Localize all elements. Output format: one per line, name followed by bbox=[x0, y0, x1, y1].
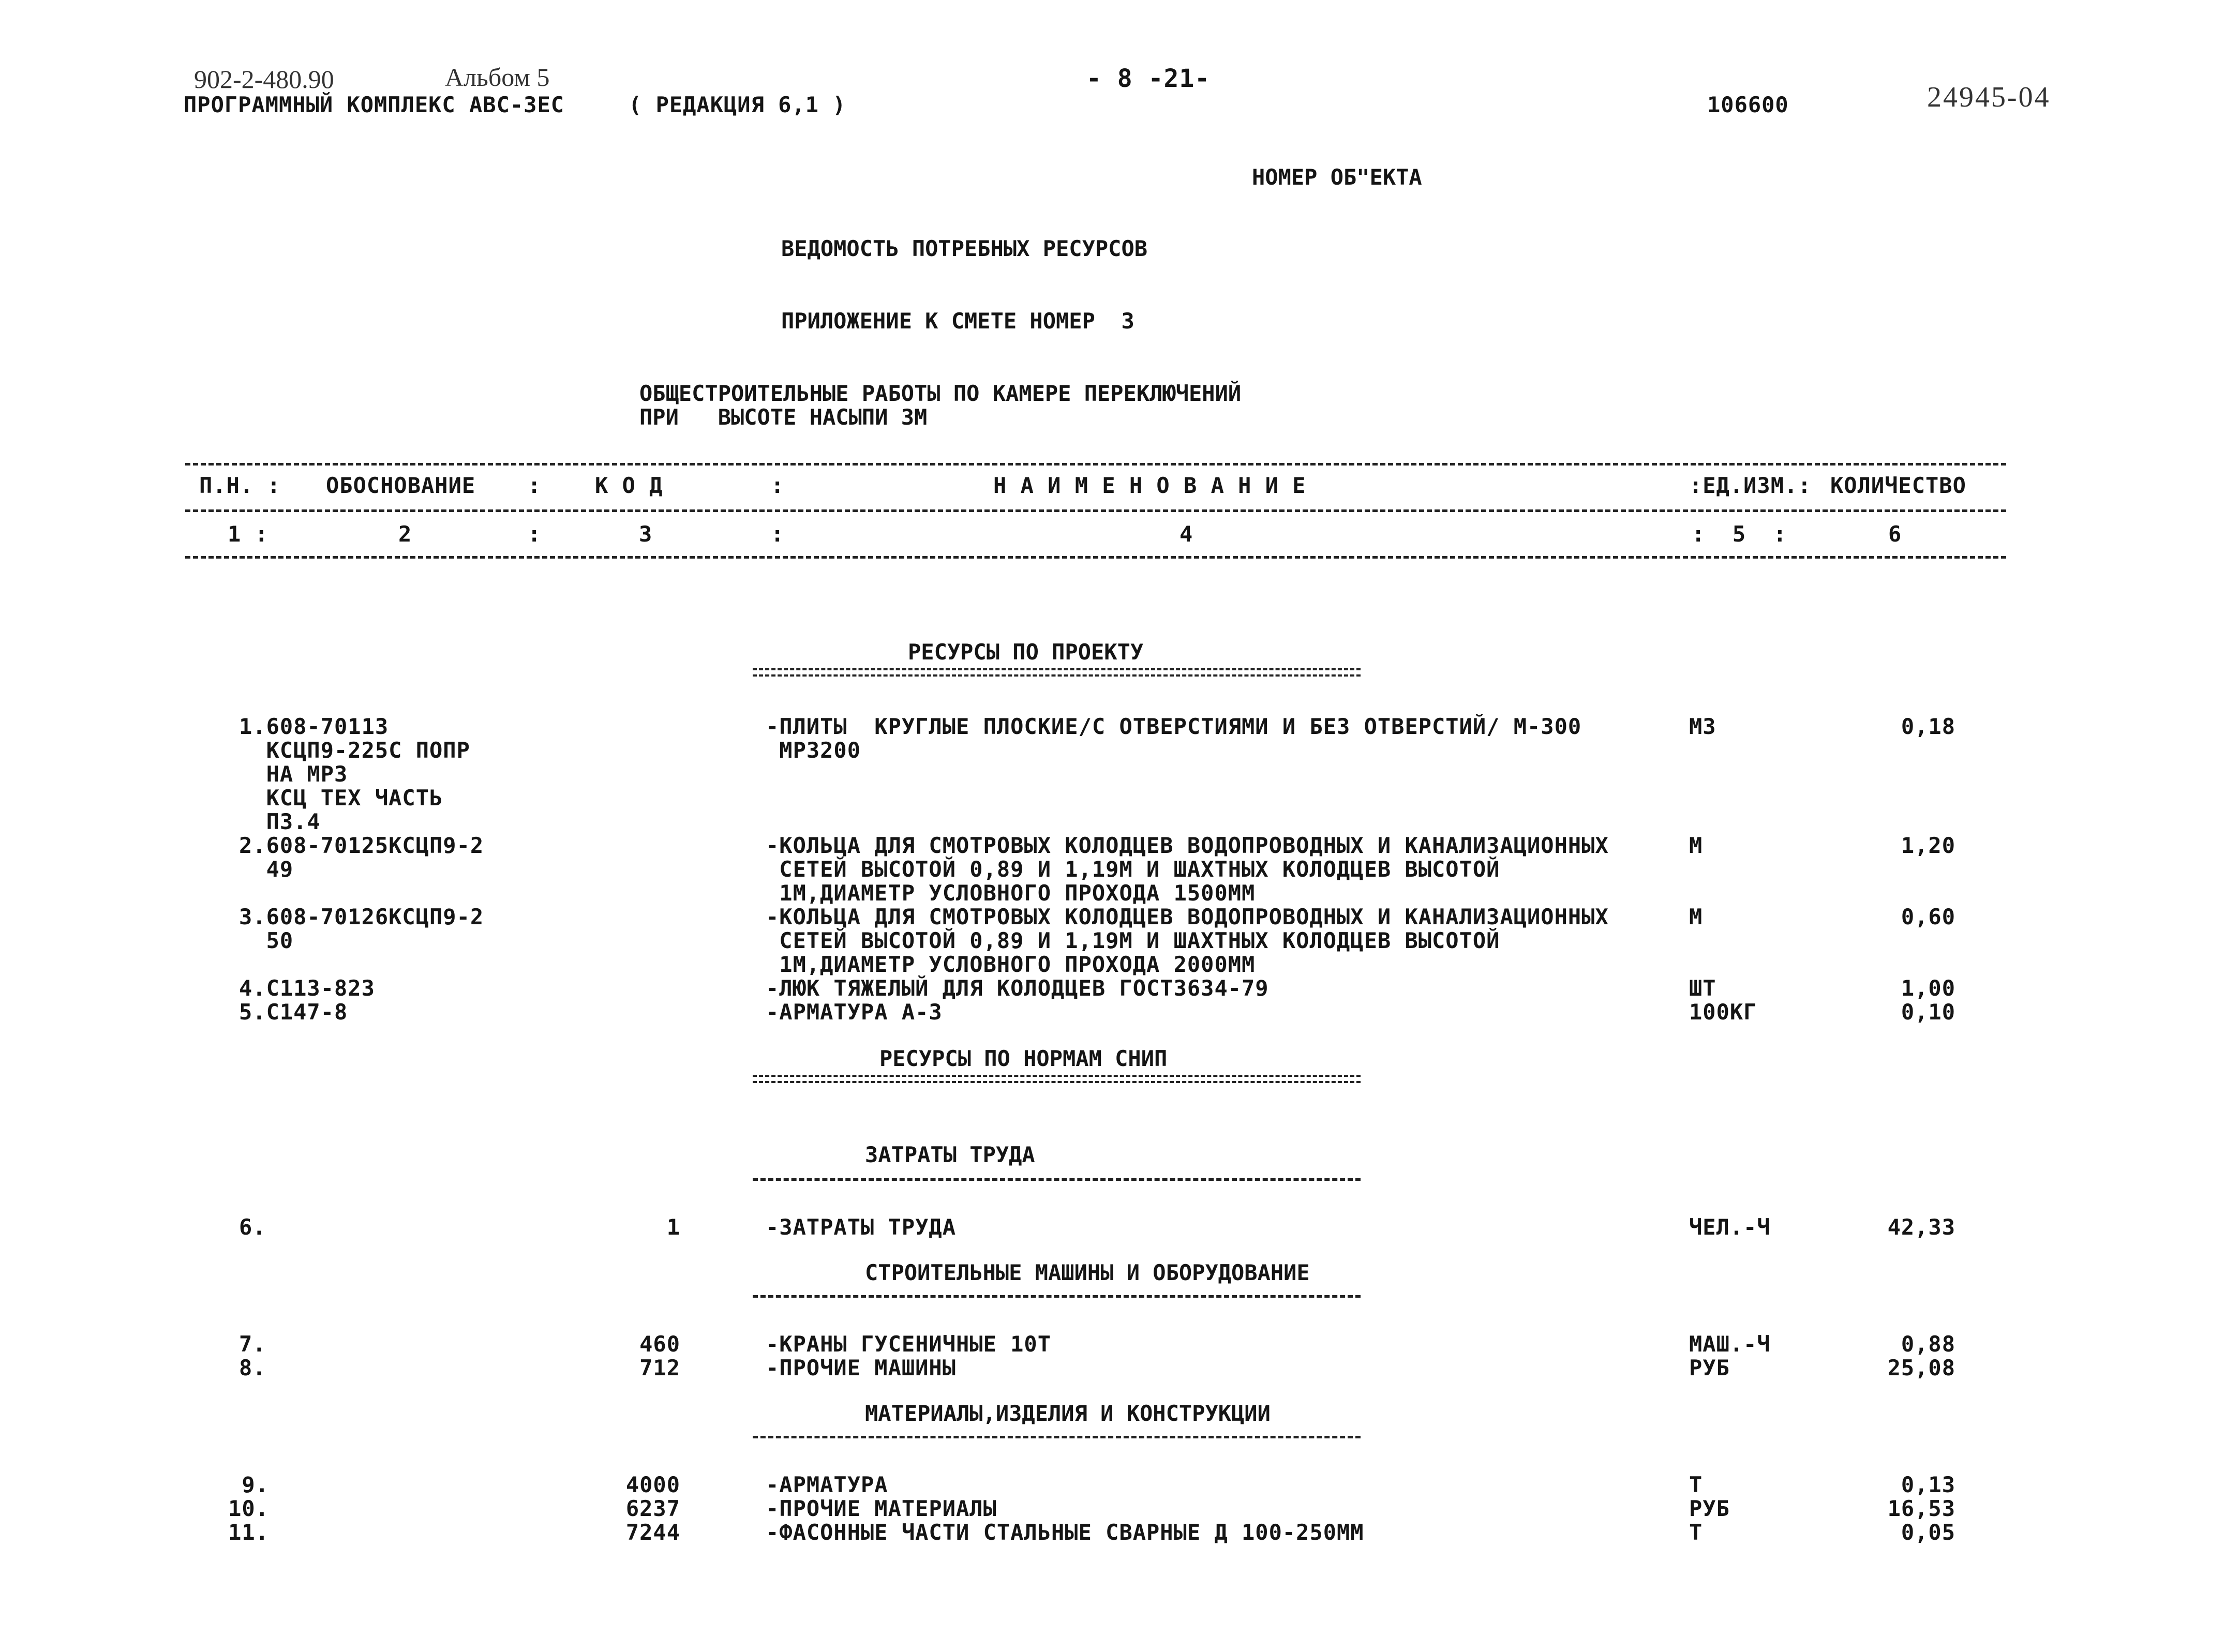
row5-basis: 5.С147-8 bbox=[239, 999, 348, 1025]
row8-unit: РУБ bbox=[1689, 1355, 1730, 1380]
col-pn-header: П.Н. : bbox=[199, 473, 281, 498]
code-106600: 106600 bbox=[1707, 92, 1789, 117]
appendix-label: ПРИЛОЖЕНИЕ К СМЕТЕ НОМЕР 3 bbox=[781, 308, 1134, 334]
col-sep1: : bbox=[528, 473, 542, 498]
col-basis-header: ОБОСНОВАНИЕ bbox=[326, 473, 476, 498]
col-num-sep3: : bbox=[771, 521, 785, 547]
section-project: РЕСУРСЫ ПО ПРОЕКТУ bbox=[908, 639, 1144, 665]
row9-qty: 0,13 bbox=[1901, 1472, 1955, 1497]
row3-basis-1: 3.608-70126КСЦП9-2 bbox=[239, 904, 484, 929]
album-label: Альбом 5 bbox=[445, 63, 550, 92]
section-materials-underline bbox=[753, 1436, 1361, 1438]
row1-basis-1: 1.608-70113 bbox=[239, 714, 389, 739]
col-num-3: 3 bbox=[639, 521, 653, 547]
row10-pn: 10. bbox=[228, 1496, 269, 1521]
row2-basis-1: 2.608-70125КСЦП9-2 bbox=[239, 833, 484, 858]
row10-name: -ПРОЧИЕ МАТЕРИАЛЫ bbox=[766, 1496, 997, 1521]
section-labor: ЗАТРАТЫ ТРУДА bbox=[865, 1142, 1035, 1167]
row7-qty: 0,88 bbox=[1901, 1331, 1955, 1357]
row6-code: 1 bbox=[666, 1214, 680, 1240]
row4-unit: ШТ bbox=[1689, 975, 1716, 1001]
row5-unit: 100КГ bbox=[1689, 999, 1757, 1025]
page-title: ВЕДОМОСТЬ ПОТРЕБНЫХ РЕСУРСОВ bbox=[781, 236, 1148, 261]
section-labor-underline bbox=[753, 1178, 1361, 1181]
row11-unit: Т bbox=[1689, 1520, 1703, 1545]
row6-unit: ЧЕЛ.-Ч bbox=[1689, 1214, 1771, 1240]
page-mark: - 8 -21- bbox=[1086, 64, 1211, 93]
doc-code: 902-2-480.90 bbox=[194, 65, 334, 94]
row8-code: 712 bbox=[639, 1355, 680, 1380]
row7-pn: 7. bbox=[239, 1331, 266, 1357]
object-number-label: НОМЕР ОБ"ЕКТА bbox=[1252, 164, 1422, 190]
row2-name-2: СЕТЕЙ ВЫСОТОЙ 0,89 И 1,19М И ШАХТНЫХ КОЛОДЦЕВ ВЫСОТОЙ bbox=[766, 857, 1500, 882]
row1-qty: 0,18 bbox=[1901, 714, 1955, 739]
row4-basis: 4.С113-823 bbox=[239, 975, 375, 1001]
row1-basis-4: КСЦ ТЕХ ЧАСТЬ bbox=[239, 785, 443, 810]
section-project-underline bbox=[753, 668, 1361, 677]
row10-code: 6237 bbox=[625, 1496, 680, 1521]
section-machines: СТРОИТЕЛЬНЫЕ МАШИНЫ И ОБОРУДОВАНИЕ bbox=[865, 1260, 1310, 1285]
row8-qty: 25,08 bbox=[1887, 1355, 1955, 1380]
col-code-header: К О Д bbox=[595, 473, 663, 498]
row3-qty: 0,60 bbox=[1901, 904, 1955, 929]
row11-pn: 11. bbox=[228, 1520, 269, 1545]
row4-qty: 1,00 bbox=[1901, 975, 1955, 1001]
col-qty-header: КОЛИЧЕСТВО bbox=[1830, 473, 1966, 498]
row7-name: -КРАНЫ ГУСЕНИЧНЫЕ 10Т bbox=[766, 1331, 1052, 1357]
edition-label: ( РЕДАКЦИЯ 6,1 ) bbox=[629, 92, 846, 117]
col-sep2: : bbox=[771, 473, 785, 498]
section-snip-underline bbox=[753, 1075, 1361, 1083]
row7-unit: МАШ.-Ч bbox=[1689, 1331, 1771, 1357]
row9-unit: Т bbox=[1689, 1472, 1703, 1497]
row5-name: -АРМАТУРА А-3 bbox=[766, 999, 943, 1025]
header-rule-top bbox=[185, 463, 2006, 465]
row3-basis-2: 50 bbox=[239, 928, 294, 953]
row10-unit: РУБ bbox=[1689, 1496, 1730, 1521]
row6-name: -ЗАТРАТЫ ТРУДА bbox=[766, 1214, 957, 1240]
col-num-sep2: : bbox=[528, 521, 542, 547]
col-name-header: Н А И М Е Н О В А Н И Е bbox=[993, 473, 1306, 498]
work-title-line1: ОБЩЕСТРОИТЕЛЬНЫЕ РАБОТЫ ПО КАМЕРЕ ПЕРЕКЛЮЧЕНИЙ bbox=[639, 381, 1242, 406]
row8-name: -ПРОЧИЕ МАШИНЫ bbox=[766, 1355, 957, 1380]
col-num-6: 6 bbox=[1888, 521, 1902, 547]
work-title-line2: ПРИ ВЫСОТЕ НАСЫПИ 3М bbox=[639, 404, 928, 430]
row10-qty: 16,53 bbox=[1887, 1496, 1955, 1521]
row2-qty: 1,20 bbox=[1901, 833, 1955, 858]
handwritten-number: 24945-04 bbox=[1927, 81, 2051, 113]
row11-code: 7244 bbox=[625, 1520, 680, 1545]
row5-qty: 0,10 bbox=[1901, 999, 1955, 1025]
section-snip: РЕСУРСЫ ПО НОРМАМ СНИП bbox=[879, 1046, 1168, 1071]
row11-qty: 0,05 bbox=[1901, 1520, 1955, 1545]
header-rule-bottom bbox=[185, 556, 2006, 559]
row3-name-1: -КОЛЬЦА ДЛЯ СМОТРОВЫХ КОЛОДЦЕВ ВОДОПРОВОДНЫХ И КАНАЛИЗАЦИОННЫХ bbox=[766, 904, 1609, 929]
row11-name: -ФАСОННЫЕ ЧАСТИ СТАЛЬНЫЕ СВАРНЫЕ Д 100-250ММ bbox=[766, 1520, 1364, 1545]
row1-basis-3: НА МР3 bbox=[239, 761, 348, 787]
row3-name-3: 1М,ДИАМЕТР УСЛОВНОГО ПРОХОДА 2000ММ bbox=[766, 952, 1256, 977]
row1-basis-5: П3.4 bbox=[239, 809, 321, 834]
row2-name-3: 1М,ДИАМЕТР УСЛОВНОГО ПРОХОДА 1500ММ bbox=[766, 880, 1256, 906]
row9-code: 4000 bbox=[625, 1472, 680, 1497]
header-rule-mid bbox=[185, 509, 2006, 512]
col-unit-header: :ЕД.ИЗМ.: bbox=[1689, 473, 1812, 498]
row1-name-1: -ПЛИТЫ КРУГЛЫЕ ПЛОСКИЕ/С ОТВЕРСТИЯМИ И БЕЗ ОТВЕРСТИЙ/ М-300 bbox=[766, 714, 1582, 739]
row9-pn: 9. bbox=[242, 1472, 269, 1497]
row2-name-1: -КОЛЬЦА ДЛЯ СМОТРОВЫХ КОЛОДЦЕВ ВОДОПРОВОДНЫХ И КАНАЛИЗАЦИОННЫХ bbox=[766, 833, 1609, 858]
row1-basis-2: КСЦП9-225С ПОПР bbox=[239, 738, 470, 763]
section-materials: МАТЕРИАЛЫ,ИЗДЕЛИЯ И КОНСТРУКЦИИ bbox=[865, 1401, 1271, 1426]
program-name: ПРОГРАММНЫЙ КОМПЛЕКС АВС-ЗЕС bbox=[184, 92, 565, 117]
row6-qty: 42,33 bbox=[1887, 1214, 1955, 1240]
col-num-5: : 5 : bbox=[1692, 521, 1787, 547]
row8-pn: 8. bbox=[239, 1355, 266, 1380]
col-num-1: 1 : bbox=[228, 521, 268, 547]
row6-pn: 6. bbox=[239, 1214, 266, 1240]
section-machines-underline bbox=[753, 1295, 1361, 1298]
row3-name-2: СЕТЕЙ ВЫСОТОЙ 0,89 И 1,19М И ШАХТНЫХ КОЛОДЦЕВ ВЫСОТОЙ bbox=[766, 928, 1500, 953]
row1-name-2: МР3200 bbox=[766, 738, 861, 763]
row2-unit: М bbox=[1689, 833, 1703, 858]
row7-code: 460 bbox=[639, 1331, 680, 1357]
row4-name: -ЛЮК ТЯЖЕЛЫЙ ДЛЯ КОЛОДЦЕВ ГОСТ3634-79 bbox=[766, 975, 1269, 1001]
row2-basis-2: 49 bbox=[239, 857, 294, 882]
col-num-4: 4 bbox=[1179, 521, 1193, 547]
col-num-2: 2 bbox=[398, 521, 412, 547]
row9-name: -АРМАТУРА bbox=[766, 1472, 888, 1497]
row1-unit: М3 bbox=[1689, 714, 1716, 739]
row3-unit: М bbox=[1689, 904, 1703, 929]
